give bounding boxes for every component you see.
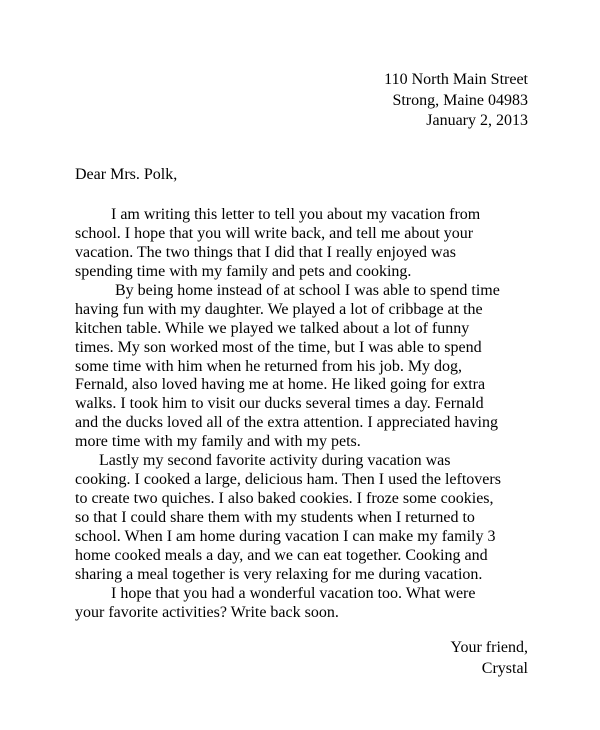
body-line: and the ducks loved all of the extra attention. I appreciated having bbox=[75, 414, 498, 432]
city-state-zip: Strong, Maine 04983 bbox=[392, 91, 528, 109]
body-line: kitchen table. While we played we talked about a lot of funny bbox=[75, 319, 470, 337]
letter-date: January 2, 2013 bbox=[426, 112, 528, 129]
body-line: vacation. The two things that I did that I really enjoyed was bbox=[75, 243, 456, 261]
closing-block bbox=[451, 638, 528, 679]
body-line: times. My son worked most of the time, but I was able to spend bbox=[75, 338, 482, 356]
body-line: By being home instead of at school I was able to spend time bbox=[75, 281, 500, 299]
body-line: more time with my family and with my pets. bbox=[75, 433, 361, 451]
body-line: some time with him when he returned from his job. My dog, bbox=[75, 357, 463, 375]
body-line: so that I could share them with my students when I returned to bbox=[75, 509, 475, 526]
body-line: having fun with my daughter. We played a lot of cribbage at the bbox=[75, 300, 483, 318]
body-line: school. When I am home during vacation I can make my family 3 bbox=[75, 527, 496, 545]
body-line: I am writing this letter to tell you about my vacation from bbox=[75, 206, 481, 223]
body-line: walks. I took him to visit our ducks several times a day. Fernald bbox=[75, 395, 484, 413]
signature-name: Crystal bbox=[481, 659, 528, 677]
salutation: Dear Mrs. Polk, bbox=[75, 166, 178, 183]
body-line: school. I hope that you will write back, and tell me about your bbox=[75, 224, 474, 242]
sender-address-block bbox=[384, 70, 528, 132]
body-line: your favorite activities? Write back soon. bbox=[75, 603, 339, 621]
body-line: to create two quiches. I also baked cookies. I froze some cookies, bbox=[75, 490, 494, 508]
street-address: 110 North Main Street bbox=[384, 71, 528, 88]
closing-phrase: Your friend, bbox=[450, 639, 528, 656]
body-line: home cooked meals a day, and we can eat together. Cooking and bbox=[75, 546, 488, 564]
body-line: I hope that you had a wonderful vacation too. What were bbox=[75, 584, 476, 602]
body-line: Lastly my second favorite activity during vacation was bbox=[75, 452, 451, 470]
body-line: cooking. I cooked a large, delicious ham. Then I used the leftovers bbox=[75, 471, 501, 489]
letter-body bbox=[75, 206, 535, 623]
body-line: sharing a meal together is very relaxing for me during vacation. bbox=[75, 565, 483, 583]
body-line: spending time with my family and pets and cooking. bbox=[75, 262, 412, 280]
body-line: Fernald, also loved having me at home. He liked going for extra bbox=[75, 376, 486, 394]
